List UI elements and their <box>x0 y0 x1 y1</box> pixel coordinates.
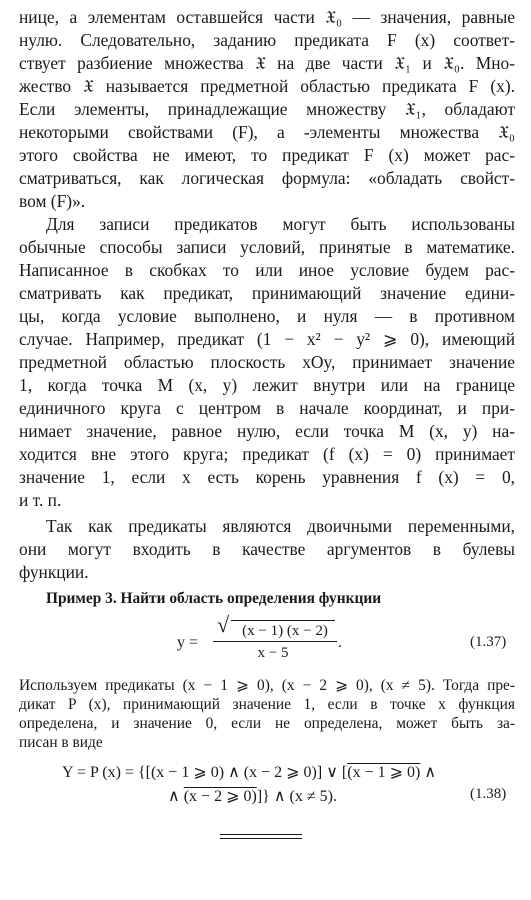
text-line: Так как предикаты являются двоичными переменными, <box>46 516 515 536</box>
equation-segment: Y = P (x) = {[(x − 1 ⩾ 0) ∧ (x − 2 ⩾ 0)] ∨ [ <box>62 764 348 781</box>
text-line: ходится вне этого круга; предикат (f (x) = 0) принимает <box>19 444 515 464</box>
negated-term: (x − 1 ⩾ 0) <box>347 764 421 781</box>
section-end-rule <box>220 838 302 839</box>
example-heading: Пример 3. Найти область определения функции <box>46 590 382 607</box>
text-line: Используем предикаты (x − 1 ⩾ 0), (x − 2 ⩾ 0), (x ≠ 5). Тогда пре- <box>19 677 515 694</box>
text-line: случае. Например, предикат (1 − x² − y² ⩾ 0), имеющий <box>19 329 515 349</box>
text-line: они могут входить в качестве аргументов в булевы <box>19 539 515 559</box>
equation-line-2 <box>168 786 337 806</box>
equation-trail: . <box>338 634 342 651</box>
equation-line-1 <box>62 762 436 782</box>
text-line: и т. п. <box>19 490 62 510</box>
text-line: некоторыми свойствами (F), а -элементы множества 𝔛₀ <box>19 122 515 142</box>
text-line: вом (F)». <box>19 191 86 211</box>
text-line: нимает значение, равное нулю, если точка M (x, y) на- <box>19 421 515 441</box>
text-line: сматривать как предикат, принимающий значение едини- <box>19 283 515 303</box>
text-line: цы, когда условие выполнено, и нуля — в противном <box>19 306 515 326</box>
text-line: определена, и значение 0, если не определена, может быть за- <box>19 715 515 732</box>
equation-lhs: y = <box>177 634 199 651</box>
text-line: 1, когда точка M (x, y) лежит внутри или на границе <box>19 375 515 395</box>
equation-number: (1.37) <box>470 634 507 650</box>
radical-sign: √ <box>217 612 230 637</box>
text-line: нице, а элементам оставшейся части 𝔛₀ — значения, равные <box>19 7 515 27</box>
text-line: функции. <box>19 562 89 582</box>
text-line: ствует разбиение множества 𝔛 на две части 𝔛₁ и 𝔛₀. Мно- <box>19 53 515 73</box>
text-line: предметной областью плоскость xOy, принимает значение <box>19 352 515 372</box>
text-line: Если элементы, принадлежащие множеству 𝔛₁, обладают <box>19 99 515 119</box>
equation-segment: ∧ <box>420 764 437 781</box>
text-line: этого свойства не имеют, то предикат F (x) может рас- <box>19 145 515 165</box>
text-line: сматриваться, как логическая формула: «обладать свойст- <box>19 168 515 188</box>
text-line: значение 1, если x есть корень уравнения f (x) = 0, <box>19 467 515 487</box>
text-line: единичного круга с центром в начале координат, и при- <box>19 398 515 418</box>
fraction <box>211 612 335 666</box>
text-line: Для записи предикатов могут быть использованы <box>46 214 515 234</box>
text-line: жество 𝔛 называется предметной областью предиката F (x). <box>19 76 515 96</box>
equation-segment: ∧ <box>168 788 184 805</box>
radicand: (x − 1) (x − 2) <box>242 623 328 639</box>
text-line: дикат P (x), принимающий значение 1, если в точке x функция <box>19 696 515 713</box>
radical-vinculum <box>231 620 335 621</box>
fraction-denominator: x − 5 <box>257 645 289 661</box>
text-line: обычные способы записи условий, принятые в математике. <box>19 237 515 257</box>
equation-segment: ]} ∧ (x ≠ 5). <box>256 788 337 805</box>
section-end-rule <box>220 834 302 835</box>
negated-term: (x − 2 ⩾ 0) <box>183 788 257 805</box>
text-line: нулю. Следовательно, заданию предиката F (x) соответ- <box>19 30 515 50</box>
text-line: писан в виде <box>19 734 103 751</box>
text-line: Написанное в скобках то или иное условие будем рас- <box>19 260 515 280</box>
equation-number: (1.38) <box>470 786 507 802</box>
fraction-bar <box>213 641 337 642</box>
